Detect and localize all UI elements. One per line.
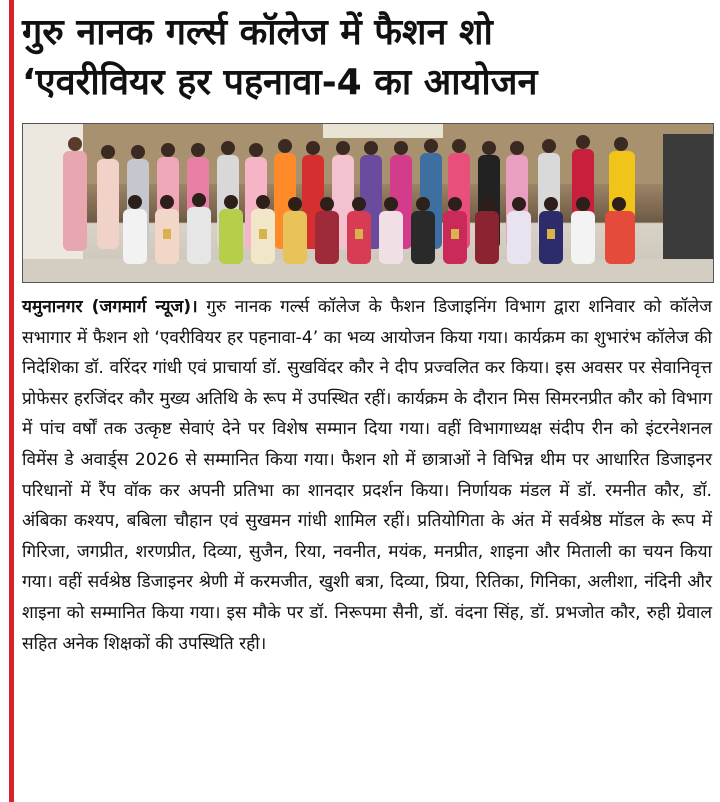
article-text: गुरु नानक गर्ल्स कॉलेज के फैशन डिजाइनिंग विभाग द्वारा शनिवार को कॉलेज सभागार में फैशन शो ‘एवरीवियर हर पहनावा-4’ का भव्य आयोजन किया गया। कार्यक्रम का शुभारंभ कॉलेज की निदेशिका डॉ. वरिंदर गांधी एवं प्राचार्या डॉ. सुखविंदर कौर ने दीप प्रज्वलित कर किया। इस अवसर पर सेवानिवृत्त प्रोफेसर हरजिंदर कौर मुख्य अतिथि के रूप में उपस्थित रहीं। कार्यक्रम के दौरान मिस सिमरनप्रीत कौर को विभाग में पांच वर्षों तक उत्कृष्ट सेवाएं देने पर विशेष सम्मान दिया गया। वहीं विभागाध्यक्ष संदीप रीन को इंटरनेशनल विमेंस डे अवार्ड्स 2026 से सम्मानित किया गया। फैशन शो में छात्राओं ने विभिन्न थीम पर आधारित डिजाइनर परिधानों में रैंप वॉक कर अपनी प्रतिभा का शानदार प्रदर्शन किया। निर्णायक मंडल में डॉ. रमनीत कौर, डॉ. अंबिका कश्यप, बबिला चौहान एवं सुखमन गांधी शामिल रहीं। प्रतियोगिता के अंत में सर्वश्रेष्ठ मॉडल के रूप में गिरिजा, जगप्रीत, शरणप्रीत, दिव्या, सुजैन, रिया, नवनीत, मयंक, मनप्रीत, शाइना और मिताली का चयन किया गया। वहीं सर्वश्रेष्ठ डिजाइनर श्रेणी में करमजीत, खुशी बत्रा, दिव्या, प्रिया, रितिका, गिनिका, अलीशा, नंदिनी और शाइना को सम्मानित किया गया। इस मौके पर डॉ. निरूपमा सैनी, डॉ. वंदना सिंह, डॉ. प्रभजोत कौर, रुही ग्रेवाल सहित अनेक शिक्षकों की उपस्थिति रही। — [22, 297, 712, 654]
article-body — [22, 292, 712, 659]
group-photo — [22, 123, 714, 283]
left-accent-rule — [9, 0, 14, 802]
group-photo-image — [23, 124, 714, 283]
headline-line-2: ‘एवरीवियर हर पहनावा-4 का आयोजन — [22, 62, 538, 103]
headline-line-1: गुरु नानक गर्ल्स कॉलेज में फैशन शो — [22, 12, 493, 53]
headline — [22, 8, 712, 108]
dateline: यमुनानगर (जगमार्ग न्यूज)। — [22, 297, 198, 317]
